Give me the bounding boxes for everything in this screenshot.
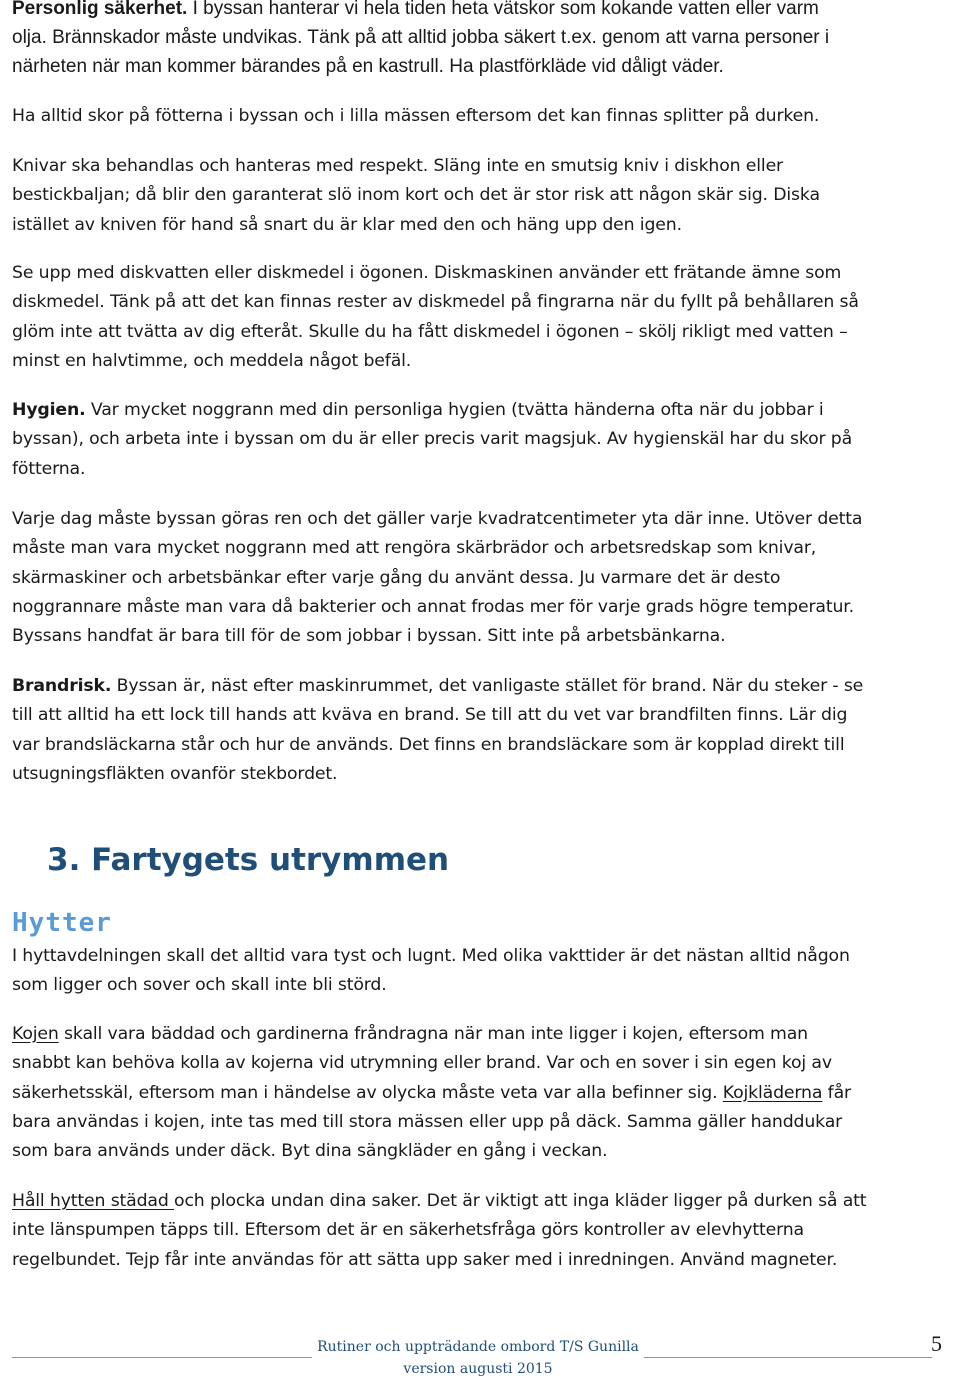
paragraph-cleaning: Varje dag måste byssan göras ren och det gäller varje kvadratcentimeter yta där inne. Utöver detta måste man vara mycket noggrann med att rengöra skärbrädor och arbetsredskap som knivar, skärmaskiner och arbetsbänkar efter varje gång du använt dessa. Ju varmare det är desto noggrannare måste man vara då bakterier och annat frodas mer för varje grads högre temperatur. Byssans handfat är bara till för de som jobbar i byssan. Sitt inte på arbetsbänkarna. (12, 509, 863, 647)
section-title: Hytter (12, 908, 112, 938)
paragraph-dishwater: Se upp med diskvatten eller diskmedel i ögonen. Diskmaskinen använder ett frätande ämne som diskmedel. Tänk på att det kan finnas rester av diskmedel på fingrarna när du fyllt på behållaren så glöm inte att tvätta av dig efteråt. Skulle du ha fått diskmedel i ögonen – skölj rikligt med vatten – minst en halvtimme, och meddela något befäl. (12, 263, 859, 371)
page-number: 5 (931, 1331, 942, 1356)
paragraph-cabin-quiet: I hyttavdelningen skall det alltid vara tyst och lugnt. Med olika vakttider är det nästan alltid någon som ligger och sover och skall inte bli störd. (12, 946, 850, 996)
bold-lead-hygiene: Hygien. (12, 400, 86, 420)
footer-document-title: Rutiner och uppträdande ombord T/S Gunilla (317, 1339, 639, 1355)
underlined-term-bunk: Kojen (12, 1024, 59, 1044)
page-footer (12, 1330, 948, 1380)
paragraph-knives: Knivar ska behandlas och hanteras med respekt. Släng inte en smutsig kniv i diskhon eller bestickbaljan; då blir den garanterat slö inom kort och det är stor risk att någon skär sig. Diska istället av kniven för hand så snart du är klar med den och häng upp den igen. (12, 156, 820, 235)
footer-version: version augusti 2015 (403, 1361, 553, 1377)
footer-rule-left (12, 1357, 312, 1358)
paragraph-personal-safety: Personlig säkerhet. I byssan hanterar vi hela tiden heta vätskor som kokande vatten eller varm olja. Brännskador måste undvikas. Tänk på att alltid jobba säkert t.ex. genom att varna personer i närheten när man kommer bärandes på en kastrull. Ha plastförkläde vid dåligt väder. (12, 0, 830, 77)
paragraph-hygiene: Hygien. Var mycket noggrann med din personliga hygien (tvätta händerna ofta när du jobbar i byssan), och arbeta inte i byssan om du är eller precis varit magsjuk. Av hygienskäl har du skor på fötterna. (12, 400, 853, 479)
paragraph-bunk: Kojen skall vara bäddad och gardinerna fråndragna när man inte ligger i kojen, eftersom man snabbt kan behöva kolla av kojerna vid utrymning eller brand. Var och en sover i sin egen koj av säkerhetsskäl, eftersom man i händelse av olycka måste veta var alla befinner sig. Kojkläderna får bara användas i kojen, inte tas med till stora mässen eller upp på däck. Samma gäller handdukar som bara används under däck. Byt dina sängkläder en gång i veckan. (12, 1024, 851, 1162)
bold-lead-fire-risk: Brandrisk. (12, 676, 112, 696)
paragraph-tidy-cabin: Håll hytten städad och plocka undan dina saker. Det är viktigt att inga kläder ligger på durken så att inte länspumpen täpps till. Eftersom det är en säkerhetsfråga görs kontroller av elevhytterna regelbundet. Tejp får inte användas för att sätta upp saker med i inredningen. Använd magneter. (12, 1191, 867, 1270)
underlined-term-bunk-clothes: Kojkläderna (722, 1082, 823, 1103)
underlined-term-tidy-cabin: Håll hytten städad (12, 1191, 175, 1211)
bold-lead-personal-safety: Personlig säkerhet. (12, 0, 188, 19)
paragraph-shoes: Ha alltid skor på fötterna i byssan och i lilla mässen eftersom det kan finnas splitter på durken. (12, 106, 820, 126)
chapter-title: 3. Fartygets utrymmen (47, 842, 450, 878)
paragraph-fire-risk: Brandrisk. Byssan är, näst efter maskinrummet, det vanligaste stället för brand. När du steker - se till att alltid ha ett lock till hands att kväva en brand. Se till att du vet var brandfilten finns. Lär dig var brandsläckarna står och hur de används. Det finns en brandsläckare som är kopplad direkt till utsugningsfläkten ovanför stekbordet. (12, 676, 864, 784)
footer-rule-right (644, 1357, 932, 1358)
